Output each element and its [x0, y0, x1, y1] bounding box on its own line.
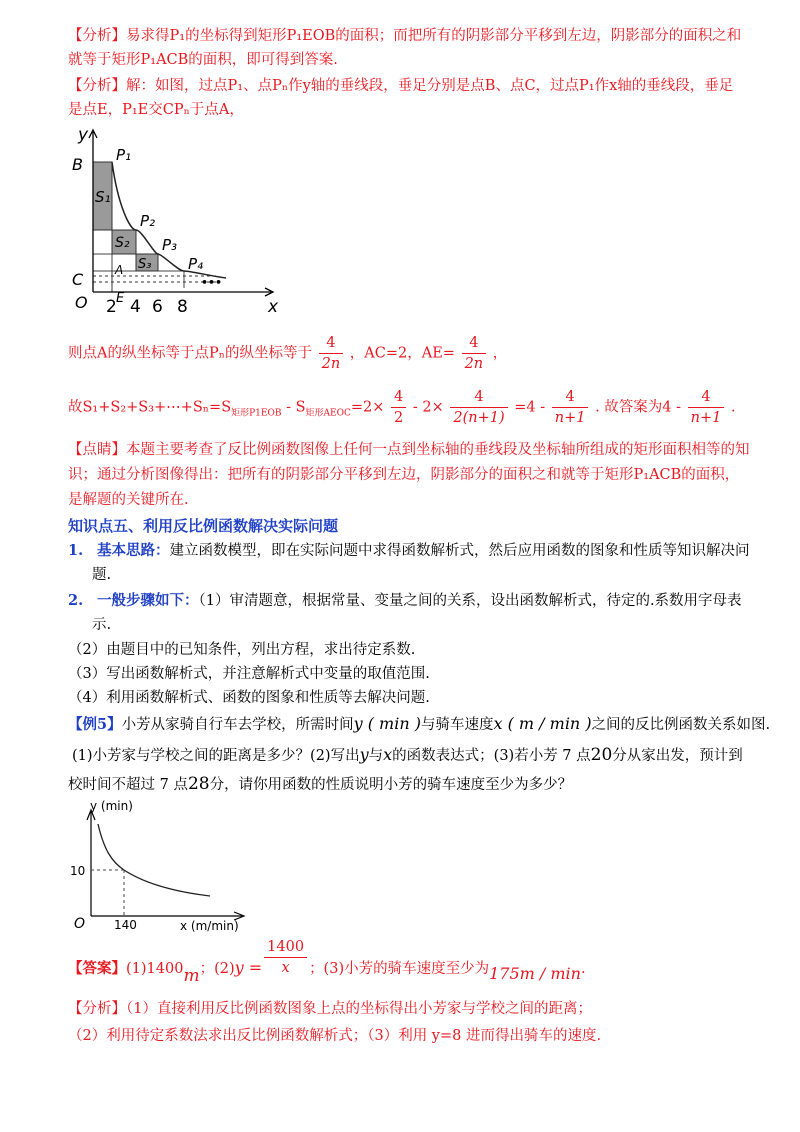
analysis-1-line-1: 【分析】易求得P₁的坐标得到矩形P₁EOB的面积；而把所有的阴影部分平移到左边，阴影部分的面积之和	[68, 28, 742, 44]
hyperbola-curve	[112, 162, 226, 278]
eq2-end: .	[730, 399, 736, 416]
item-2	[68, 591, 742, 611]
fraction-4-over-2n: $\frac{4}{2n}$	[319, 333, 344, 374]
eq2-mid2: - 2×	[412, 399, 444, 416]
item-1-text: 建立函数模型，即在实际问题中求得函数解析式，然后应用函数的图象和性质等知识解决问	[169, 543, 750, 559]
value-28: 28	[187, 774, 210, 794]
label-p3: P₃	[162, 236, 178, 254]
item-2-heading: 一般步骤如下：	[96, 592, 199, 609]
answer-part-2: ；(2)	[199, 961, 235, 977]
example-5-text: 的函数表达式；(3)若小芳 7 点	[392, 748, 591, 764]
step-2: （2）由题目中的已知条件，列出方程，求出待定系数.	[68, 642, 416, 658]
answer-heading: 【答案】	[68, 960, 126, 977]
example-5-text: 校时间不超过 7 点	[68, 777, 188, 793]
eq2-minus: - S	[281, 399, 306, 416]
eq2-mid4: . 故答案为4 -	[595, 399, 682, 416]
item-1-heading: 基本思路：	[96, 542, 170, 559]
step-3: （3）写出函数解析式，并注意解析式中变量的取值范围.	[68, 666, 430, 682]
answer-end: .	[580, 961, 586, 977]
var-x-m-per-min: x ( m / min )	[493, 714, 592, 733]
answer-part-3: ；(3)小芳的骑车速度至少为	[309, 961, 490, 977]
label-y: y	[78, 126, 89, 145]
fraction-4-over-n-plus-1: $\frac{4}{n+1}$	[552, 387, 589, 428]
eq2-mid1: =2×	[350, 399, 385, 416]
equation-line-1	[68, 333, 507, 374]
label-s1: S₁	[95, 188, 111, 206]
example-5-text: 分从家出发，预计到	[612, 748, 743, 764]
answer-speed: 175m / min	[489, 964, 581, 983]
value-20: 20	[590, 745, 613, 765]
item-1-continued: 题.	[92, 567, 112, 583]
label-dots: •••	[201, 276, 223, 289]
label-x: x	[268, 297, 279, 317]
fraction-4-over-2n: $\frac{4}{2n}$	[462, 333, 487, 374]
label-e: E	[116, 291, 125, 306]
eq2-mid3: =4 -	[514, 399, 546, 416]
answer-y-equals: y =	[234, 958, 263, 977]
label-p1: P₁	[116, 146, 132, 164]
label-a: A	[115, 263, 124, 277]
fraction-4-over-n-plus-1: $\frac{4}{n+1}$	[688, 387, 725, 428]
example-5-heading: 【例5】	[68, 716, 122, 733]
label-origin: O	[74, 916, 86, 932]
analysis-1-line-2: 就等于矩形P₁ACB的面积，即可得到答案.	[68, 52, 338, 68]
var-y-min: y ( min )	[353, 714, 421, 733]
label-b: B	[72, 155, 83, 174]
tick-y-10: 10	[70, 864, 86, 878]
fraction-4-over-2n-plus-1: $\frac{4}{2(n+1)}$	[450, 387, 507, 428]
analysis-3-line-2: （2）利用待定系数法求出反比例函数解析式；（3）利用 y=8 进而得出骑车的速度.	[68, 1028, 602, 1044]
item-2-text: （1）审清题意，根据常量、变量之间的关系，设出函数解析式，待定的.系数用字母表	[198, 593, 742, 609]
tick-2: 2	[106, 297, 117, 317]
figure-hyperbola-rectangles	[66, 126, 292, 320]
axis-label-x: x (m/min)	[180, 919, 239, 933]
label-o: O	[75, 293, 88, 312]
label-c: C	[72, 270, 84, 289]
remark-line-2: 识；通过分析图像得出：把所有的阴影部分平移到左边，阴影部分的面积之和就等于矩形P₁ACB的面积，	[68, 467, 740, 483]
step-4: （4）利用函数解析式、函数的图象和性质等去解决问题.	[68, 690, 430, 706]
label-p4: P₄	[188, 255, 204, 273]
example-5-text: 与骑车速度	[420, 717, 494, 733]
example-5-text: 之间的反比例函数关系如图.	[591, 717, 771, 733]
answer-unit-m: m	[183, 966, 200, 986]
eq1-prefix: 则点A的纵坐标等于点Pₙ的纵坐标等于	[68, 345, 312, 362]
item-1	[68, 541, 749, 561]
eq2-sub-rect-p1eob: 矩形P1EOB	[231, 408, 282, 419]
var-y: y	[359, 745, 369, 764]
analysis-2-line-2: 是点E，P₁E交CPₙ于点A，	[68, 102, 244, 118]
eq2-sub-rect-aeoc: 矩形AEOC	[305, 408, 351, 419]
equation-line-2	[68, 387, 736, 428]
example-5-text: 分，请你用函数的性质说明小芳的骑车速度至少为多少？	[209, 777, 573, 793]
example-5-text: (1)小芳家与学校之间的距离是多少？(2)写出	[72, 748, 360, 764]
answer-part-1: (1)1400	[126, 961, 184, 977]
eq1-suffix: ，	[492, 345, 508, 362]
example-5-text: 小芳从家骑自行车去学校，所需时间	[121, 717, 354, 733]
item-1-number: 1.	[68, 542, 84, 559]
analysis-2-line-1: 【分析】解：如图，过点P₁、点Pₙ作y轴的垂线段，垂足分别是点B、点C，过点P₁作x轴的垂线段，垂足	[68, 78, 734, 94]
item-2-number: 2.	[68, 592, 84, 609]
item-2-continued: 示.	[92, 617, 112, 633]
var-x: x	[383, 745, 393, 764]
answer-line	[68, 938, 586, 986]
example-5-line-1	[68, 714, 770, 735]
tick-x-140: 140	[114, 918, 137, 932]
tick-6: 6	[152, 297, 163, 317]
inverse-curve	[98, 824, 210, 896]
eq2-prefix: 故S₁+S₂+S₃+⋯+Sₙ=S	[68, 399, 232, 416]
axis-label-y: y (min)	[90, 799, 133, 813]
example-5-text: 与	[368, 748, 384, 764]
label-p2: P₂	[140, 212, 156, 230]
fraction-4-over-2: $\frac{4}{2}$	[391, 387, 406, 428]
tick-4: 4	[130, 297, 141, 317]
label-s2: S₂	[115, 235, 130, 251]
tick-8: 8	[177, 297, 188, 317]
label-s3: S₃	[138, 257, 152, 272]
example-5-line-3	[68, 774, 572, 795]
remark-line-1: 【点睛】本题主要考查了反比例函数图像上任何一点到坐标轴的垂线段及坐标轴所组成的矩形面积相等的知	[68, 442, 750, 458]
remark-line-3: 是解题的关键所在.	[68, 492, 189, 508]
figure-inverse-function-graph	[60, 798, 250, 938]
fraction-1400-over-x: $\frac{1400}{x}$	[264, 937, 307, 978]
example-5-line-2	[72, 745, 743, 766]
section-title: 知识点五、利用反比例函数解决实际问题	[68, 517, 339, 535]
eq1-mid: ，AC=2，AE=	[349, 345, 455, 362]
analysis-3-line-1: 【分析】（1）直接利用反比例函数图象上点的坐标得出小芳家与学校之间的距离；	[68, 1001, 592, 1017]
